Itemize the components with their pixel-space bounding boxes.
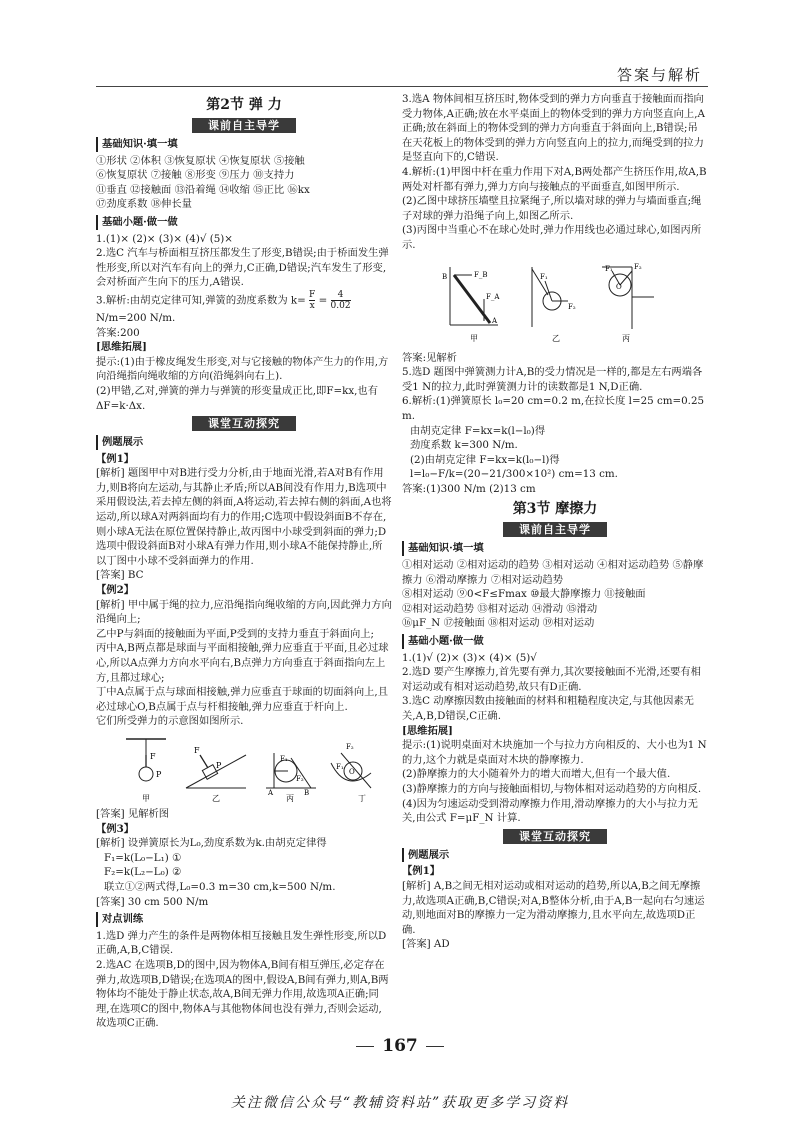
thinking-text: 提示:(1)由于橡皮绳发生形变,对与它接触的物体产生力的作用,方向沿绳指向绳收缩的方向(沿绳斜向右上).: [96, 355, 389, 383]
example-3-label: 【例3】: [96, 822, 135, 835]
page-number: 167: [0, 1036, 800, 1056]
thinking-text: (2)甲错,乙对,弹簧的弹力与弹簧的形变量成正比,即F=kx,也有ΔF=k·Δx.: [96, 384, 379, 412]
q3-text: 3.解析:由胡克定律可知,弹簧的劲度系数为 k=: [96, 294, 306, 307]
example-3-eq: 联立①②两式得,L₀=0.3 m=30 cm,k=500 N/m.: [104, 880, 336, 893]
example-3-text: [解析] 设弹簧原长为L₀,劲度系数为k.由胡克定律得: [96, 837, 327, 850]
banner-class-explore: 课堂互动探究: [192, 416, 296, 431]
force-diagram-1: [96, 733, 386, 805]
small-answer-3: 3.选C 动摩擦因数由接触面的材料和粗糙程度决定,与其他因素无关,A,B,D错误,C正确.: [402, 695, 694, 722]
training-answer-5: 5.选D 题图中弹簧测力计A,B的受力情况是一样的,都是左右两端各受1 N的拉力,此时弹簧测力计的读数都是1 N,D正确.: [402, 366, 703, 393]
force-diagram-2: [402, 257, 702, 349]
training-answer-6: 由胡克定律 F=kx=k(l−l₀)得: [410, 424, 546, 437]
svg-text:F₁: F₁: [605, 264, 613, 273]
example-2-text: 丁中A点属于点与球面相接触,弹力应垂直于球面的切面斜向上,且必过球心O,B点属于点与杆相接触,弹力应垂直于杆向上.: [96, 686, 388, 713]
training-answer-1: 1.选D 弹力产生的条件是两物体相互接触且发生弹性形变,所以D正确,A,B,C错误.: [96, 929, 387, 957]
fill-row: ⑪垂直 ⑫接触面 ⑬沿着绳 ⑭收缩 ⑮正比 ⑯kx: [96, 183, 310, 196]
example-3-eq: F₂=k(L₂−L₀) ②: [104, 866, 182, 879]
example-1-answer: [答案] BC: [96, 569, 144, 582]
basic-knowledge-title: 基础知识·填一填: [96, 137, 392, 152]
svg-text:F₁: F₁: [336, 762, 344, 771]
frac-denominator: x: [309, 300, 315, 311]
example-1-label-2: 【例1】: [402, 865, 441, 878]
fig-label: 甲: [470, 333, 478, 343]
svg-text:O: O: [349, 767, 355, 776]
training-answer-6: 6.解析:(1)弹簧原长 l₀=20 cm=0.2 m,在拉长度 l=25 cm=0.25 m.: [402, 395, 705, 422]
fill-row: ⑫相对运动趋势 ⑬相对运动 ⑭滑动 ⑮滑动: [402, 602, 598, 615]
svg-text:F₂: F₂: [568, 302, 576, 311]
frac-denominator: 0.02: [330, 300, 351, 311]
answer-q1: 1.(1)× (2)× (3)× (4)√ (5)×: [96, 232, 233, 245]
svg-text:F: F: [194, 745, 200, 755]
svg-text:F_A: F_A: [486, 292, 500, 301]
example-2-text: 它们所受弹力的示意图如图所示.: [96, 715, 244, 728]
fill-row: ⑥恢复原状 ⑦接触 ⑧形变 ⑨压力 ⑩支持力: [96, 169, 295, 182]
thinking-text: (2)静摩擦力的大小随着外力的增大而增大,但有一个最大值.: [402, 768, 671, 781]
svg-text:F₂: F₂: [634, 262, 642, 271]
example-2-text: [解析] 甲中属于绳的拉力,应沿绳指向绳收缩的方向,因此弹力方向沿绳向上;: [96, 598, 392, 626]
svg-text:F₁: F₁: [280, 754, 288, 763]
svg-text:F_B: F_B: [474, 270, 488, 279]
fig-label: 丙: [286, 793, 294, 803]
fraction: [309, 290, 315, 311]
answer-q3: [96, 290, 392, 311]
svg-text:P: P: [216, 760, 222, 770]
example-1-label: 【例1】: [96, 452, 135, 465]
frac-numerator: 4: [331, 290, 351, 301]
svg-text:F₁: F₁: [540, 272, 548, 281]
page-header: [96, 56, 708, 87]
training-answer-6: (2)由胡克定律 F=kx=k(l₀−l)得: [410, 453, 560, 466]
fraction: [331, 290, 351, 311]
basic-knowledge-title-2: 基础知识·填一填: [402, 541, 708, 556]
fill-row: ①相对运动 ②相对运动的趋势 ③相对运动 ④相对运动趋势 ⑤静摩擦力 ⑥滑动摩擦力 ⑦相对运动趋势: [402, 559, 704, 586]
fill-row: ①形状 ②体积 ③恢复原状 ④恢复原状 ⑤接触: [96, 154, 305, 167]
example-1-text: [解析] 题图甲中对B进行受力分析,由于地面光滑,若A对B有作用力,则B将向左运动,与其静止矛盾;所以AB间没有作用力,B选项中采用假设法,若去掉左侧的斜面,A将运动,若去掉右侧的斜面,A也将运动,所以球A对两斜面均有力的作用;C选项中假设斜面B不存在,则小球A无法在原位置保持静止,故丙图中小球受到斜面的弹力;D选项中假设斜面B对小球A有弹力作用,则小球A不能保持静止,所以丁图中小球不受斜面弹力的作用.: [96, 467, 392, 567]
svg-text:O: O: [616, 282, 622, 291]
diagram-jia: [126, 739, 166, 803]
diagram-yi: [186, 746, 246, 803]
diagram-bing-2: [602, 263, 654, 343]
examples-title: 例题展示: [96, 435, 392, 450]
thinking-text: 提示:(1)说明桌面对木块施加一个与拉力方向相反的、大小也为1 N的力,这个力就是桌面对木块的静摩擦力.: [402, 739, 707, 766]
example-2-text: 丙中A,B两点都是球面与平面相接触,弹力应垂直于平面,且必过球心,所以A点弹力方向水平向右,B点弹力方向垂直于斜面指向左上方,且都过球心;: [96, 642, 389, 684]
fig-label: 丁: [358, 793, 366, 803]
footer-note: 关注微信公众号“教辅资料站”获取更多学习资料: [230, 1095, 570, 1111]
q3-answer: 答案:200: [96, 326, 140, 339]
examples-title-2: 例题展示: [402, 848, 708, 863]
svg-text:F₂: F₂: [296, 774, 304, 783]
small-questions-title: 基础小题·做一做: [96, 215, 392, 230]
svg-text:B: B: [442, 272, 448, 281]
svg-text:B: B: [304, 788, 310, 797]
thinking-text: (4)因为匀速运动受到滑动摩擦力作用,滑动摩擦力的大小与拉力无关,由公式 F=μF_N 计算.: [402, 797, 698, 825]
training-answer-6: l=l₀−F/k=(20−21/300×10²) cm=13 cm.: [410, 468, 618, 481]
banner-pre-class: 课前自主导学: [192, 118, 296, 133]
training-answer-6: 劲度系数 k=300 N/m.: [410, 439, 518, 452]
thinking-text: (3)静摩擦力的方向与接触面相切,与物体相对运动趋势的方向相反.: [402, 782, 702, 795]
small-questions-title-2: 基础小题·做一做: [402, 634, 708, 649]
example-3-answer: [答案] 30 cm 500 N/m: [96, 895, 209, 908]
training-answer-3: 3.选A 物体间相互挤压时,物体受到的弹力方向垂直于接触面而指向受力物体,A正确;放在水平桌面上的物体受到的弹力方向竖直向上,A正确;放在斜面上的物体受到的弹力方向垂直于斜面向上,B错误;吊在天花板上的物体受到的弹力方向竖直向上的拉力,而绳受到的拉力是竖直向下的,C错误.: [402, 93, 705, 164]
fig-label: 丙: [622, 333, 630, 343]
banner-pre-class-2: 课前自主导学: [503, 522, 607, 537]
svg-text:F₂: F₂: [346, 742, 354, 751]
q3-unit: N/m=200 N/m.: [96, 311, 176, 324]
fig-label: 乙: [552, 333, 560, 343]
example-2-answer: [答案] 见解析图: [96, 807, 170, 820]
small-answer-2: 2.选D 要产生摩擦力,首先要有弹力,其次要接触面不光滑,还要有相对运动或有相对运动趋势,故只有D正确.: [402, 666, 701, 693]
fig-label: 甲: [142, 793, 150, 803]
frac-numerator: F: [309, 289, 316, 300]
fill-row: ⑯μF_N ⑰接触面 ⑱相对运动 ⑲相对运动: [402, 617, 595, 630]
training-answer-4-answer: 答案:见解析: [402, 351, 457, 364]
diagram-yi-2: [532, 267, 576, 343]
left-column: [96, 92, 392, 1031]
small-answer-1: 1.(1)√ (2)× (3)× (4)× (5)√: [402, 651, 537, 664]
diagram-ding: [331, 743, 371, 803]
fill-row: ⑧相对运动 ⑨0<F≤Fmax ⑩最大静摩擦力 ⑪接触面: [402, 588, 646, 601]
example-2-label: 【例2】: [96, 584, 135, 597]
training-answer-4: 4.解析:(1)甲图中杆在重力作用下对A,B两处都产生挤压作用,故A,B两处对杆都有弹力,弹力方向与接触点的平面垂直,如图甲所示.: [402, 165, 707, 193]
answer-q2: 2.选C 汽车与桥面相互挤压都发生了形变,B错误;由于桥面发生弹性形变,所以对汽车有向上的弹力,C正确,D错误;汽车发生了形变,会对桥面产生向下的压力,A错误.: [96, 247, 389, 289]
svg-text:P: P: [156, 769, 162, 779]
right-column: [402, 92, 708, 952]
training-answer-6-answer: 答案:(1)300 N/m (2)13 cm: [402, 482, 536, 495]
diagram-bing: [266, 753, 316, 803]
thinking-title-2: [思维拓展]: [402, 724, 453, 737]
svg-text:A: A: [268, 788, 274, 797]
example-2-text: 乙中P与斜面的接触面为平面,P受到的支持力垂直于斜面向上;: [96, 627, 375, 640]
example-3-eq: F₁=k(L₀−L₁) ①: [104, 851, 182, 864]
training-answer-4: (3)丙图中当重心不在球心处时,弹力作用线也必通过球心,如图丙所示.: [402, 224, 702, 251]
example-1-text-2: [解析] A,B之间无相对运动或相对运动的趋势,所以A,B之间无摩擦力,故选项A正确,B,C错误;对A,B整体分析,由于A,B一起向右匀速运动,则地面对B的摩擦力一定为滑动摩擦力,且水平向左,故选项D正确.: [402, 879, 705, 936]
thinking-title: [思维拓展]: [96, 341, 147, 354]
training-answer-2: 2.选AC 在选项B,D的图中,因为物体A,B间有相互弹压,必定存在弹力,故选项B,D错误;在选项A的图中,假设A,B间有弹力,则A,B两物体均不能处于静止状态,故A,B间无弹力作用,故选项A正确;同理,在选项C的图中,物体A与其他物体间也没有弹力,否则会运动,故选项C正确.: [96, 958, 389, 1030]
diagram-jia-2: [442, 267, 500, 343]
section-2-title: 第2节 弹 力: [206, 97, 282, 113]
training-answer-4: (2)乙图中球挤压墙壁且拉紧绳子,所以墙对球的弹力与墙面垂直;绳子对球的弹力沿绳子向上,如图乙所示.: [402, 195, 702, 222]
equals-sign: =: [318, 294, 328, 307]
svg-text:A: A: [492, 316, 498, 325]
fig-label: 乙: [212, 793, 220, 803]
example-1-answer-2: [答案] AD: [402, 938, 450, 951]
section-3-title: 第3节 摩擦力: [512, 501, 598, 518]
svg-text:F: F: [150, 751, 156, 761]
header-title: 答案与解析: [616, 66, 702, 84]
fill-row: ⑰劲度系数 ⑱伸长量: [96, 198, 192, 211]
banner-class-explore-2: 课堂互动探究: [503, 829, 607, 844]
training-title: 对点训练: [96, 912, 392, 927]
